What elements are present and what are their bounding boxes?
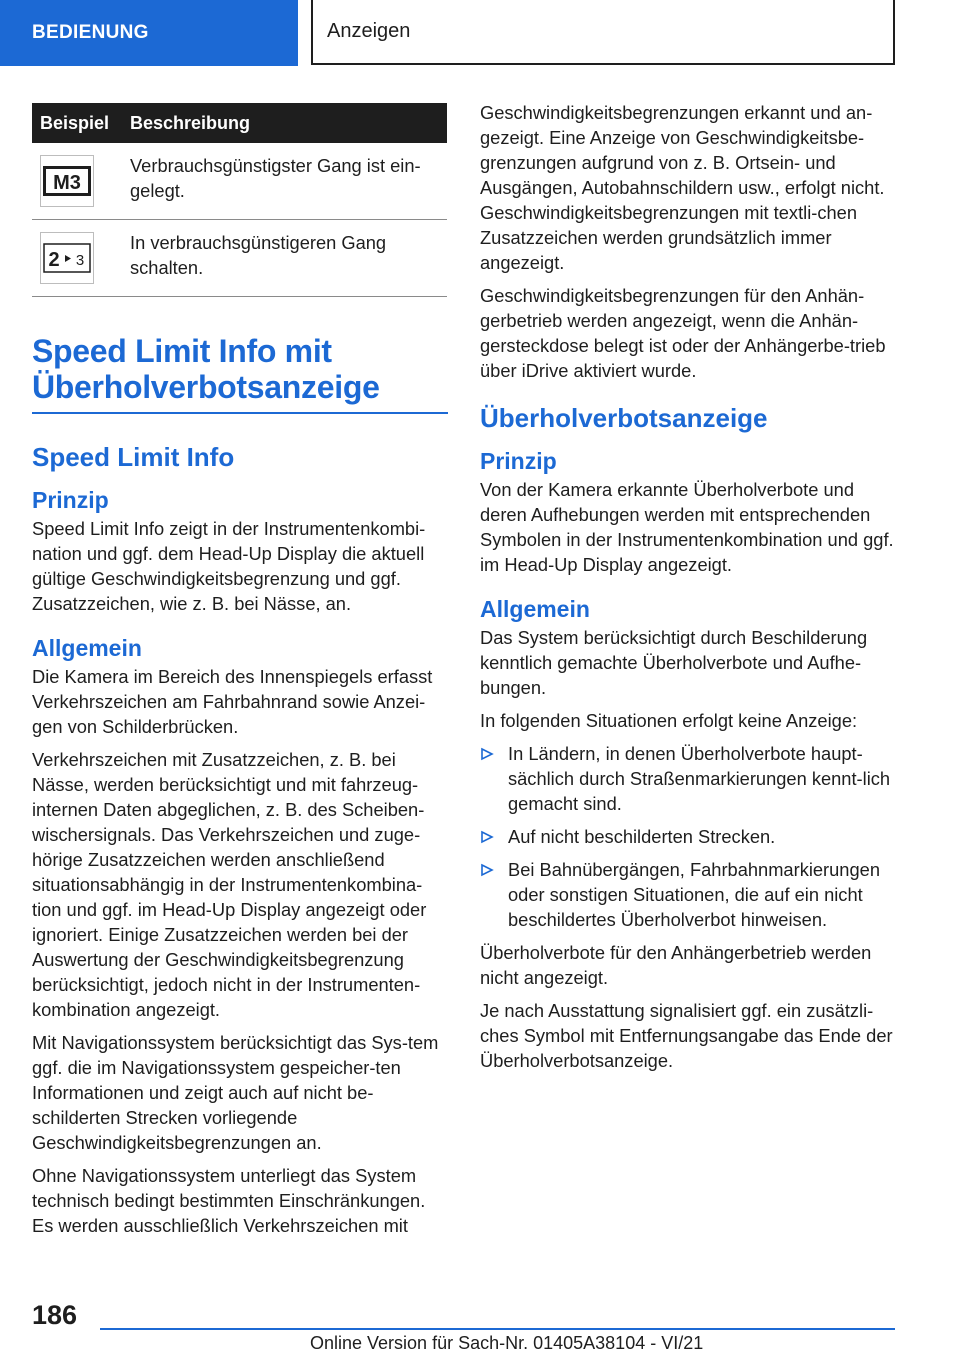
footer-divider — [100, 1328, 895, 1330]
shift-to-gear: 3 — [75, 252, 85, 269]
left-column — [32, 103, 448, 1246]
paragraph: Verkehrszeichen mit Zusatzzeichen, z. B. bei Nässe, werden berücksichtigt und mit fahrzeug-internen Daten abgeglichen, z. B. des Scheiben-wischersignals. Das Verkehrszeichen und zuge-hörige Zusatzzeichen werden anschließend situationsabhängig in der Instrumentenkombina-tion und ggf. im Head-Up Display angezeigt oder ignoriert. Einige Zusatzzeichen werden bei der Auswertung der Geschwindigkeitsbegrenzung berücksichtigt, jedoch nicht in der Instrumenten-kombination angezeigt. — [32, 749, 427, 1020]
paragraph: In folgenden Situationen erfolgt keine Anzeige: — [480, 710, 858, 731]
paragraph: Geschwindigkeitsbegrenzungen für den Anhän-gerbetrieb werden angezeigt, wenn die Anhän-gersteckdose belegt ist oder der Anhängerbe-trieb über iDrive aktiviert wurde. — [480, 285, 886, 381]
heading-allgemein: Allgemein — [32, 635, 142, 661]
section-title: BEDIENUNG — [32, 22, 149, 43]
list-item — [480, 741, 896, 816]
paragraph: Ohne Navigationssystem unterliegt das System technisch bedingt bestimmten Einschränkungen. Es werden ausschließlich Verkehrszeichen mit — [32, 1165, 426, 1236]
table-cell-description: Verbrauchsgünstigster Gang ist ein-gelegt. — [122, 143, 447, 220]
chapter-title: Anzeigen — [327, 20, 411, 42]
footer-text: Online Version für Sach-Nr. 01405A38104 - VI/21 — [310, 1333, 704, 1353]
shift-2-to-3-icon — [40, 232, 94, 284]
main-heading: Speed Limit Info mit Überholverbotsanzeige — [32, 333, 448, 414]
triangle-bullet-icon — [480, 863, 494, 877]
chapter-header — [311, 0, 895, 65]
table-cell-description: In verbrauchsgünstigeren Gang schalten. — [122, 220, 447, 297]
triangle-bullet-icon — [480, 830, 494, 844]
list-item — [480, 857, 896, 932]
paragraph: Überholverbote für den Anhängerbetrieb werden nicht angezeigt. — [480, 942, 872, 988]
paragraph: Geschwindigkeitsbegrenzungen erkannt und an-gezeigt. Eine Anzeige von Geschwindigkeitsbe-grenzungen aufgrund von z. B. Ortsein- und Ausgängen, Autobahnschildern usw., erfolgt nicht. Geschwindigkeitsbegrenzungen mit textli-chen Zusatzzeichen werden grundsätzlich immer angezeigt. — [480, 102, 885, 273]
triangle-bullet-icon — [480, 747, 494, 761]
symbol-table — [32, 103, 447, 297]
list-item-text: Bei Bahnübergängen, Fahrbahnmarkierungen oder sonstigen Situationen, die auf ein nicht beschildertes Überholverbot hinweisen. — [508, 859, 880, 930]
page-number: 186 — [32, 1300, 78, 1330]
right-column — [480, 100, 896, 1081]
shift-arrow-icon — [65, 255, 71, 262]
paragraph: Die Kamera im Bereich des Innenspiegels erfasst Verkehrszeichen am Fahrbahnrand sowie Anzei-gen von Schilderbrücken. — [32, 666, 433, 737]
section-tab[interactable] — [0, 0, 298, 66]
shift-from-gear: 2 — [48, 249, 60, 271]
table-header-example: Beispiel — [32, 103, 122, 143]
paragraph: Speed Limit Info zeigt in der Instrumentenkombi-nation und ggf. dem Head-Up Display die aktuell gültige Geschwindigkeitsbegrenzung und ggf. Zusatzzeichen, wie z. B. bei Nässe, an. — [32, 518, 426, 614]
subheading-ueberholverbotsanzeige: Überholverbotsanzeige — [480, 403, 768, 433]
paragraph: Mit Navigationssystem berücksichtigt das Sys-tem ggf. die im Navigationssystem gespeicher-ten Informationen und zeigt auch auf nicht be-schilderten Strecken vorliegende Geschwindigkeitsbegrenzungen an. — [32, 1032, 439, 1153]
table-row — [32, 220, 447, 297]
paragraph: Je nach Ausstattung signalisiert ggf. ein zusätzli-ches Symbol mit Entfernungsangabe das Ende der Überholverbotsanzeige. — [480, 1000, 893, 1071]
list-item — [480, 824, 896, 849]
m3-gear-icon — [40, 155, 94, 207]
paragraph: Das System berücksichtigt durch Beschilderung kenntlich gemachte Überholverbote und Aufhe-bungen. — [480, 627, 868, 698]
table-cell-symbol — [32, 220, 122, 297]
subheading-speed-limit-info: Speed Limit Info — [32, 442, 235, 472]
table-row — [32, 143, 447, 220]
list-item-text: Auf nicht beschilderten Strecken. — [508, 826, 776, 847]
heading-prinzip: Prinzip — [32, 487, 109, 513]
table-header-row — [32, 103, 447, 143]
heading-allgemein: Allgemein — [480, 596, 590, 622]
table-cell-symbol — [32, 143, 122, 220]
paragraph: Von der Kamera erkannte Überholverbote und deren Aufhebungen werden mit entsprechenden Symbolen in der Instrumentenkombination und ggf. im Head-Up Display angezeigt. — [480, 479, 894, 575]
list-item-text: In Ländern, in denen Überholverbote haupt-sächlich durch Straßenmarkierungen kennt-lich gemacht sind. — [508, 743, 891, 814]
m3-gear-text: M3 — [53, 172, 81, 194]
bullet-list — [480, 741, 896, 932]
heading-prinzip: Prinzip — [480, 448, 557, 474]
table-header-description: Beschreibung — [122, 103, 447, 143]
